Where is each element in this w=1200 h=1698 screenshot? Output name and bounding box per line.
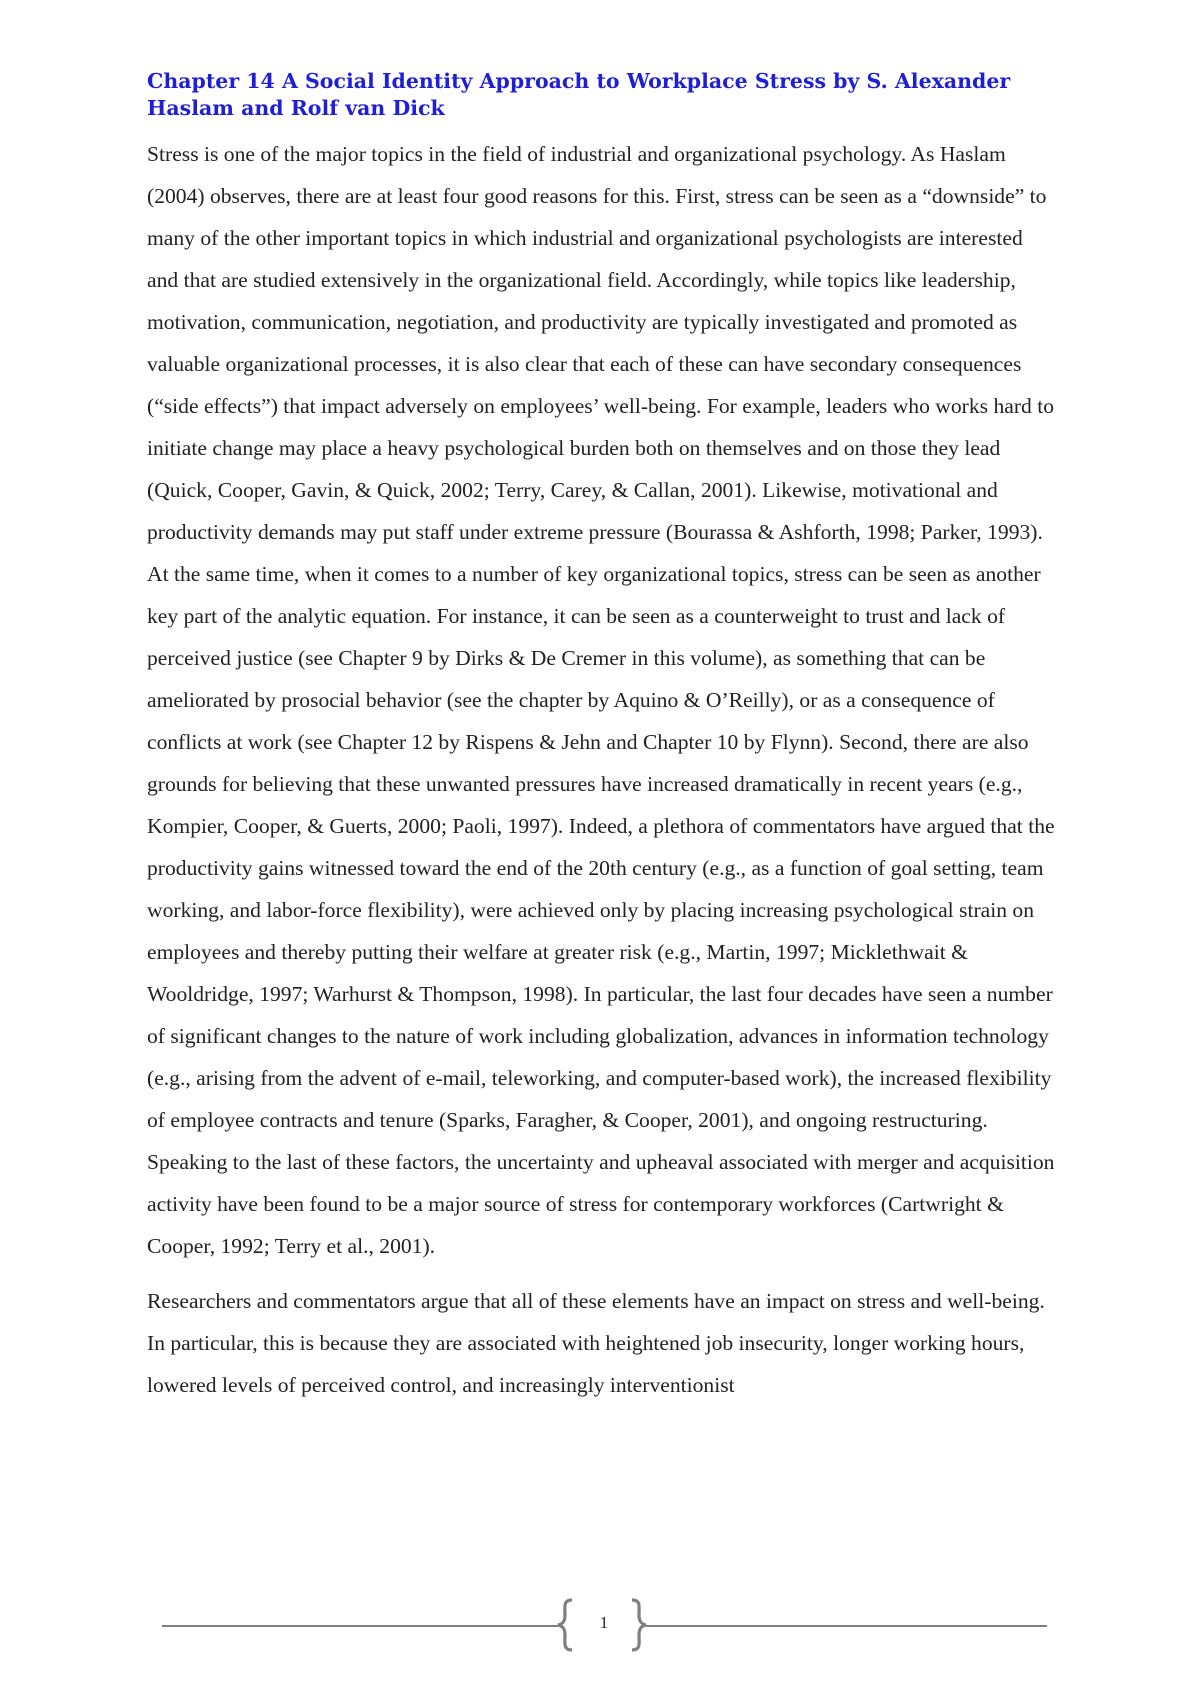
footer-rule-right — [646, 1625, 1047, 1627]
left-brace-icon — [554, 1597, 576, 1653]
chapter-title: Chapter 14 A Social Identity Approach to Workplace Stress by S. Alexander Haslam and Rolf van Dick — [147, 69, 1011, 120]
page-content — [147, 68, 1057, 1419]
body-paragraph: Researchers and commentators argue that all of these elements have an impact on stress and well-being. In particular, this is because they are associated with heightened job insecurity, longer working hours, lowered levels of perceived control, and increasingly interventionist — [147, 1289, 1045, 1397]
page-number: 1 — [599, 1613, 609, 1632]
body-paragraph: Stress is one of the major topics in the field of industrial and organizational psychology. As Haslam (2004) observes, there are at least four good reasons for this. First, stress can be seen as a “downside” to many of the other important topics in which industrial and organizational psychologists are interested and that are studied extensively in the organizational field. Accordingly, while topics like leadership, motivation, communication, negotiation, and productivity are typically investigated and promoted as valuable organizational processes, it is also clear that each of these can have secondary consequences (“side effects”) that impact adversely on employees’ well-being. For example, leaders who works hard to initiate change may place a heavy psychological burden both on themselves and on those they lead (Quick, Cooper, Gavin, & Quick, 2002; Terry, Carey, & Callan, 2001). Likewise, motivational and productivity demands may put staff under extreme pressure (Bourassa & Ashforth, 1998; Parker, 1993). At the same time, when it comes to a number of key organizational topics, stress can be seen as another key part of the analytic equation. For instance, it can be seen as a counterweight to trust and lack of perceived justice (see Chapter 9 by Dirks & De Cremer in this volume), as something that can be ameliorated by prosocial behavior (see the chapter by Aquino & O’Reilly), or as a consequence of conflicts at work (see Chapter 12 by Rispens & Jehn and Chapter 10 by Flynn). Second, there are also grounds for believing that these unwanted pressures have increased dramatically in recent years (e.g., Kompier, Cooper, & Guerts, 2000; Paoli, 1997). Indeed, a plethora of commentators have argued that the productivity gains witnessed toward the end of the 20th century (e.g., as a function of goal setting, team working, and labor-force flexibility), were achieved only by placing increasing psychological strain on employees and thereby putting their welfare at greater risk (e.g., Martin, 1997; Micklethwait & Wooldridge, 1997; Warhurst & Thompson, 1998). In particular, the last four decades have seen a number of significant changes to the nature of work including globalization, advances in information technology (e.g., arising from the advent of e-mail, teleworking, and computer-based work), the increased flexibility of employee contracts and tenure (Sparks, Faragher, & Cooper, 2001), and ongoing restructuring. Speaking to the last of these factors, the uncertainty and upheaval associated with merger and acquisition activity have been found to be a major source of stress for contemporary workforces (Cartwright & Cooper, 1992; Terry et al., 2001). — [147, 142, 1055, 1258]
page-footer — [162, 1597, 1047, 1653]
footer-rule-left — [162, 1625, 558, 1627]
